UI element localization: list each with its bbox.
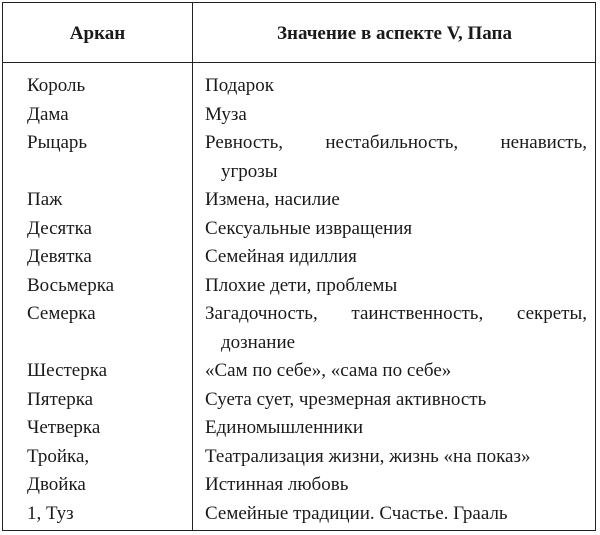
meaning-text: Истинная любовь [205, 474, 349, 495]
table-row [3, 414, 597, 443]
meaning-text: Семейные традиции. Счастье. Грааль [205, 502, 508, 524]
column-header-meaning: Значение в аспекте V, Папа [277, 23, 512, 44]
meaning-cell [192, 471, 597, 500]
meaning-text-continued: дознание [221, 331, 296, 353]
arcana-cell: Дама [27, 103, 69, 125]
meaning-text: Измена, насилие [205, 189, 340, 210]
arcana-cell: Двойка [27, 474, 86, 495]
arcana-cell: Король [27, 75, 86, 96]
table-row [3, 129, 597, 186]
table-row [3, 443, 597, 472]
meaning-cell [192, 414, 597, 443]
meaning-text: Семейная идиллия [205, 246, 357, 267]
arcana-cell: Семерка [27, 303, 96, 324]
meaning-text: Подарок [205, 75, 275, 96]
table-row [3, 215, 597, 244]
meaning-cell [192, 215, 597, 244]
meaning-cell [192, 101, 597, 130]
table-row [3, 186, 597, 215]
arcana-cell: Паж [27, 189, 63, 210]
meaning-text: Плохие дети, проблемы [205, 274, 398, 296]
column-header-arcana: Аркан [69, 23, 126, 44]
arcana-cell: Тройка, [27, 445, 90, 467]
meaning-text: Ревность, нестабильность, ненависть, [205, 132, 587, 153]
meaning-cell [192, 357, 597, 386]
arcana-cell: Шестерка [27, 360, 108, 381]
meaning-text: «Сам по себе», «сама по себе» [205, 360, 452, 381]
meaning-cell [192, 129, 597, 186]
meaning-cell [192, 272, 597, 301]
table-body [3, 72, 597, 528]
meaning-text-continued: угрозы [221, 160, 278, 182]
table-row [3, 357, 597, 386]
table-row [3, 243, 597, 272]
meaning-cell [192, 386, 597, 415]
meaning-text: Муза [205, 103, 247, 125]
meaning-text: Суета сует, чрезмерная активность [205, 388, 487, 410]
meaning-cell [192, 243, 597, 272]
table-row [3, 386, 597, 415]
arcana-cell: Пятерка [27, 388, 94, 410]
arcana-table [2, 2, 596, 531]
meaning-cell [192, 443, 597, 472]
table-row [3, 272, 597, 301]
meaning-text: Единомышленники [205, 417, 363, 438]
table-row [3, 471, 597, 500]
table-row [3, 101, 597, 130]
arcana-cell: Девятка [27, 246, 92, 267]
table-row [3, 72, 597, 101]
meaning-text: Театрализация жизни, жизнь «на показ» [205, 445, 531, 467]
table-row [3, 500, 597, 529]
meaning-text: Загадочность, таинственность, секреты, [205, 303, 587, 324]
meaning-cell [192, 72, 597, 101]
meaning-cell [192, 186, 597, 215]
meaning-cell [192, 300, 597, 357]
arcana-cell: Восьмерка [27, 274, 115, 296]
arcana-cell: Четверка [27, 417, 101, 438]
table-row [3, 300, 597, 357]
header-divider [3, 62, 595, 63]
arcana-cell: Рыцарь [27, 132, 88, 153]
arcana-cell: Десятка [27, 217, 92, 239]
meaning-text: Сексуальные извращения [205, 217, 413, 239]
meaning-cell [192, 500, 597, 529]
arcana-cell: 1, Туз [27, 502, 74, 524]
